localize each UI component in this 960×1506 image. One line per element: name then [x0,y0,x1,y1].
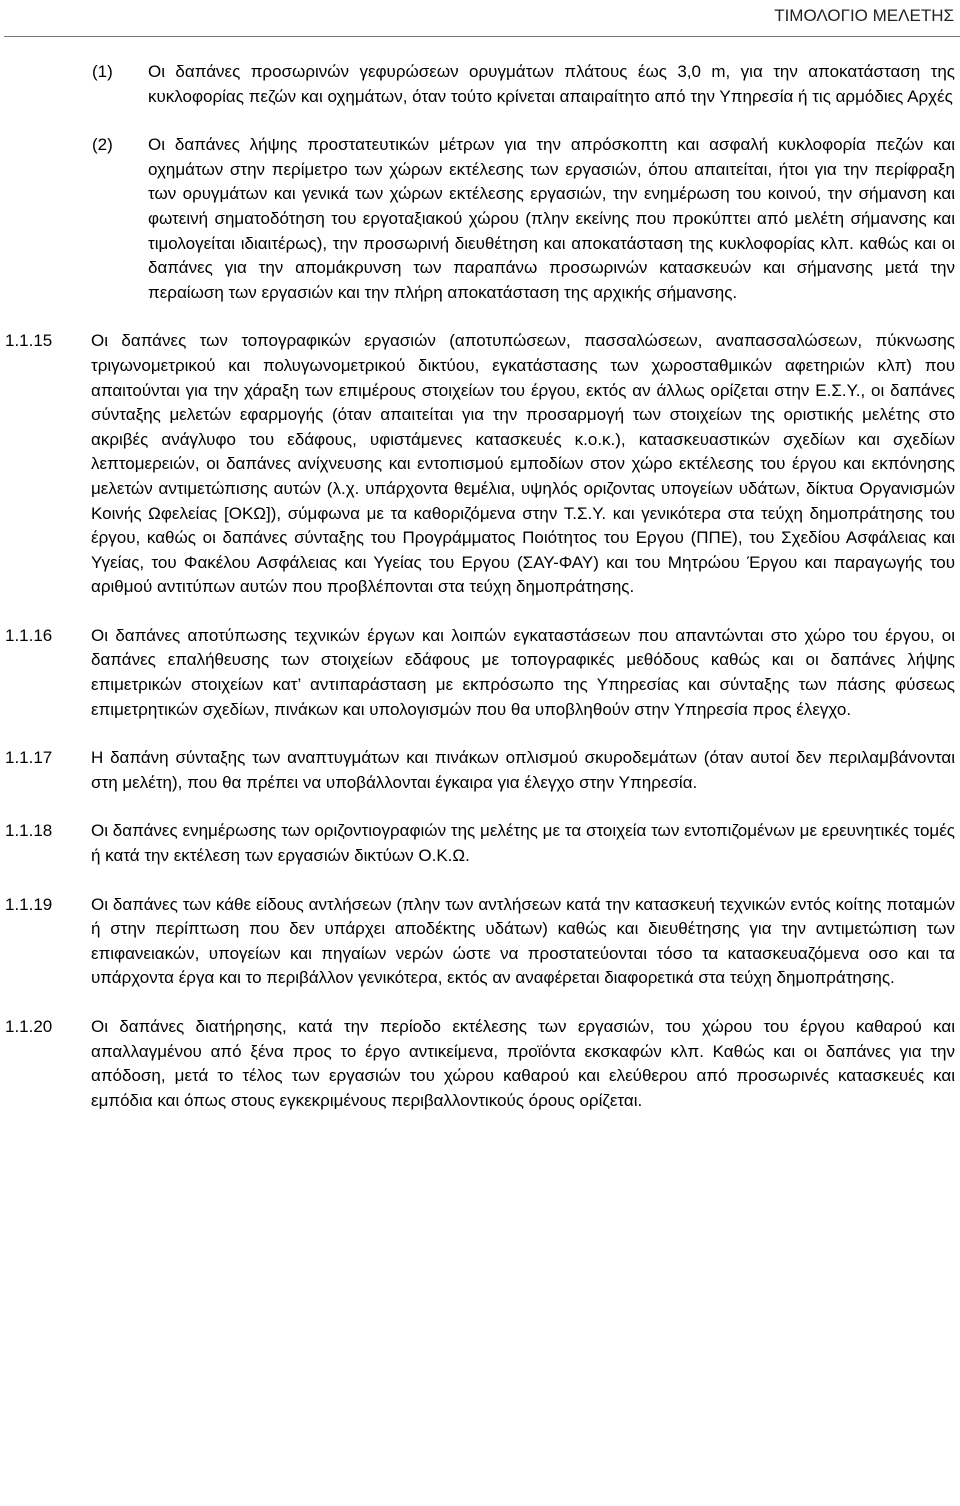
clause-number: 1.1.19 [5,894,53,914]
subitem-number: (1) [92,62,113,81]
clause-text: Οι δαπάνες ενημέρωσης των οριζοντιογραφιών της μελέτης με τα στοιχεία των εντοπιζομένων με ερευνητικές τομές ή κατά την εκτέλεση των εργασιών δικτύων Ο.Κ.Ω. [91,821,955,866]
clause-number: 1.1.20 [5,1017,53,1036]
clause-number: 1.1.15 [5,331,53,351]
clause-text: Οι δαπάνες αποτύπωσης τεχνικών έργων και λοιπών εγκαταστάσεων που απαντώνται στο χώρο του έργου, οι δαπάνες επαλήθευσης των στοιχείων εδάφους με τοπογραφικές μεθόδους καθώς και οι δαπάνες λήψης επιμετρικών στοιχείων κατ’ αντιπαράσταση με εκπρόσωπο της Υπηρεσίας και σύνταξης των πάσης φύσεως επιμετρητικών σχεδίων, πινάκων και υπολογισμών που θα υποβληθούν στην Υπηρεσία προς έλεγχο. [91,625,955,719]
subitem-1 [92,60,955,109]
clause-text: Οι δαπάνες των τοπογραφικών εργασιών (αποτυπώσεων, πασσαλώσεων, αναπασσαλώσεων, πύκνωσης τριγωνομετρικού και πολυγωνομετρικού δικτύου, εγκατάστασης των χωροσταθμικών αφετηριών κλπ) που απαιτούνται για την χάραξη των επιμέρους στοιχείων του έργου, εκτός αν άλλως ορίζεται στην Ε.Σ.Υ., οι δαπάνες σύνταξης μελετών εφαρμογής (όταν απαιτείται για την προσαρμογή των στοιχείων της οριστικής μελέτης στο ακριβές ανάγλυφο του εδάφους, υφιστάμενες κατασκευές κ.ο.κ.), κατασκευαστικών σχεδίων και σχεδίων λεπτομερειών, οι δαπάνες ανίχνευσης και εντοπισμού εμποδίων στον χώρο εκτέλεσης του έργου και εκπόνησης μελετών αντιμετώπισης αυτών (λ.χ. υπάρχοντα θεμέλια, υψηλός οριζοντας υπογείων υδάτων, δίκτυα Οργανισμών Κοινής Ωφελείας [ΟΚΩ]), σύμφωνα με τα καθοριζόμενα στην Τ.Σ.Υ. και γενικότερα στα τεύχη δημοπράτησης του έργου, καθώς οι δαπάνες σύνταξης του Προγράμματος Ποιότητος του Εργου (ΠΠΕ), του Σχεδίου Ασφάλειας και Υγείας, του Φακέλου Ασφάλειας και Υγείας του Εργου (ΣΑΥ-ΦΑΥ) και του Μητρώου Έργου και παραγωγής του αριθμού αντιτύπων αυτών που προβλέπονται στα τεύχη δημοπράτησης. [91,331,955,597]
page-header-title: ΤΙΜΟΛΟΓΙΟ ΜΕΛΕΤΗΣ [774,6,954,25]
clause-text: Οι δαπάνες διατήρησης, κατά την περίοδο εκτέλεσης των εργασιών, του χώρου του έργου καθαρού και απαλλαγμένου από ξένα προς το έργο αντικείμενα, προϊόντα εκσκαφών κλπ. Καθώς και οι δαπάνες για την απόδοση, μετά το τέλος των εργασιών του χώρου καθαρού και ελεύθερου από προσωρινές κατασκευές και εμπόδια και όπως στους εγκεκριμένους περιβαλλοντικούς όρους ορίζεται. [91,1017,955,1110]
subitem-2 [92,133,955,305]
clause-1-1-16 [5,624,955,722]
clause-1-1-19 [5,893,955,991]
document-body [0,60,960,1137]
clause-text: Οι δαπάνες των κάθε είδους αντλήσεων (πλην των αντλήσεων κατά την κατασκευή τεχνικών εντός κοίτης ποταμών ή στην περίπτωση που δεν υπάρχει αποδέκτης υδάτων) καθώς και διευθέτησης για την αντιμετώπιση των επιφανειακών, υπογείων και πηγαίων νερών ώστε να προστατεύονται τόσο τα κατασκευαζόμενα οσο και τα υπάρχοντα έργα και το περιβάλλον γενικότερα, εκτός αν αναφέρεται διαφορετικά στα τεύχη δημοπράτησης. [91,894,955,988]
clause-1-1-17 [5,746,955,795]
clause-number: 1.1.16 [5,625,53,645]
clause-number: 1.1.17 [5,748,53,768]
clause-1-1-20 [5,1015,955,1113]
subitem-number: (2) [92,135,113,155]
header-divider [4,36,960,37]
subitem-text: Οι δαπάνες λήψης προστατευτικών μέτρων για την απρόσκοπτη και ασφαλή κυκλοφορία πεζών και οχημάτων στην περίμετρο των χώρων εκτέλεσης των εργασιών, όπου απαιτείται, ήτοι για την περίφραξη των ορυγμάτων και γενικά των χώρων εκτέλεσης εργασιών, την ενημέρωση του κοινού, την σήμανση και φωτεινή σηματοδότηση του εργοταξιακού χώρου (πλην εκείνης που προκύπτει από μελέτη σήμανσης και τιμολογείται ιδιαιτέρως), την προσωρινή διευθέτηση και αποκατάσταση της κυκλοφορίας κλπ. καθώς και οι δαπάνες για την απομάκρυνση των παραπάνω προσωρινών κατασκευών και σήμανσης μετά την περαίωση των εργασιών και την πλήρη αποκατάσταση της αρχικής σήμανσης. [148,135,955,302]
clause-text: Η δαπάνη σύνταξης των αναπτυγμάτων και πινάκων οπλισμού σκυροδεμάτων (όταν αυτοί δεν περιλαμβάνονται στη μελέτη), που θα πρέπει να υποβάλλονται έγκαιρα για έλεγχο στην Υπηρεσία. [91,748,955,792]
subitem-text: Οι δαπάνες προσωρινών γεφυρώσεων ορυγμάτων πλάτους έως 3,0 m, για την αποκατάσταση της κυκλοφορίας πεζών και οχημάτων, όταν τούτο κρίνεται απαιραίτητο από την Υπηρεσία ή τις αρμόδιες Αρχές [148,62,955,106]
clause-number: 1.1.18 [5,821,53,841]
clause-1-1-15 [5,329,955,600]
clause-1-1-18 [5,819,955,868]
